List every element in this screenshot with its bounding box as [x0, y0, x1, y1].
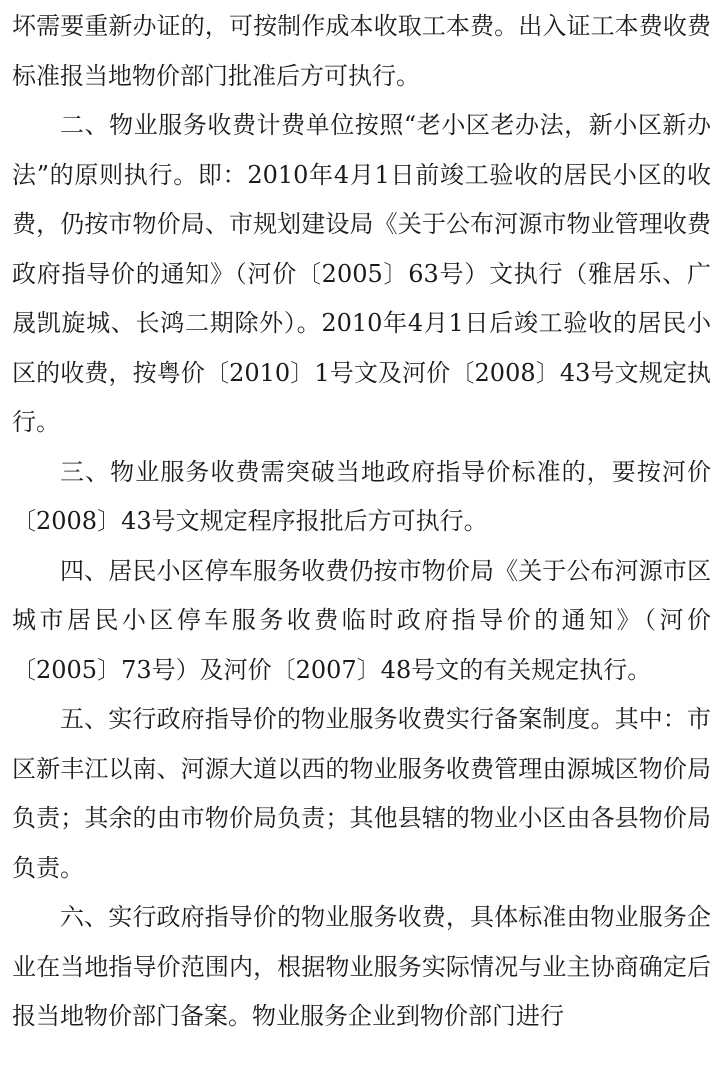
paragraph-continuation: 坏需要重新办证的，可按制作成本收取工本费。出入证工本费收费标准报当地物价部门批准后方可执行。 — [12, 12, 711, 90]
paragraph-item-3: 三、物业服务收费需突破当地政府指导价标准的，要按河价〔2008〕43号文规定程序报批后方可执行。 — [12, 457, 711, 535]
paragraph-item-5: 五、实行政府指导价的物业服务收费实行备案制度。其中：市区新丰江以南、河源大道以西的物业服务收费管理由源城区物价局负责；其余的由市物价局负责；其他县辖的物业小区由各县物价局负责。 — [12, 705, 711, 882]
paragraph-item-4: 四、居民小区停车服务收费仍按市物价局《关于公布河源市区城市居民小区停车服务收费临时政府指导价的通知》（河价〔2005〕73号）及河价〔2007〕48号文的有关规定执行。 — [12, 556, 711, 684]
paragraph-item-6: 六、实行政府指导价的物业服务收费，具体标准由物业服务企业在当地指导价范围内，根据物业服务实际情况与业主协商确定后报当地物价部门备案。物业服务企业到物价部门进行 — [12, 903, 711, 1030]
paragraph-item-2: 二、物业服务收费计费单位按照“老小区老办法，新小区新办法”的原则执行。即：2010年4月1日前竣工验收的居民小区的收费，仍按市物价局、市规划建设局《关于公布河源市物业管理收费政府指导价的通知》（河价〔2005〕63号）文执行（雅居乐、广晟凯旋城、长鸿二期除外）。2010年4月1日后竣工验收的居民小区的收费，按粤价〔2010〕1号文及河价〔2008〕43号文规定执行。 — [12, 111, 711, 436]
